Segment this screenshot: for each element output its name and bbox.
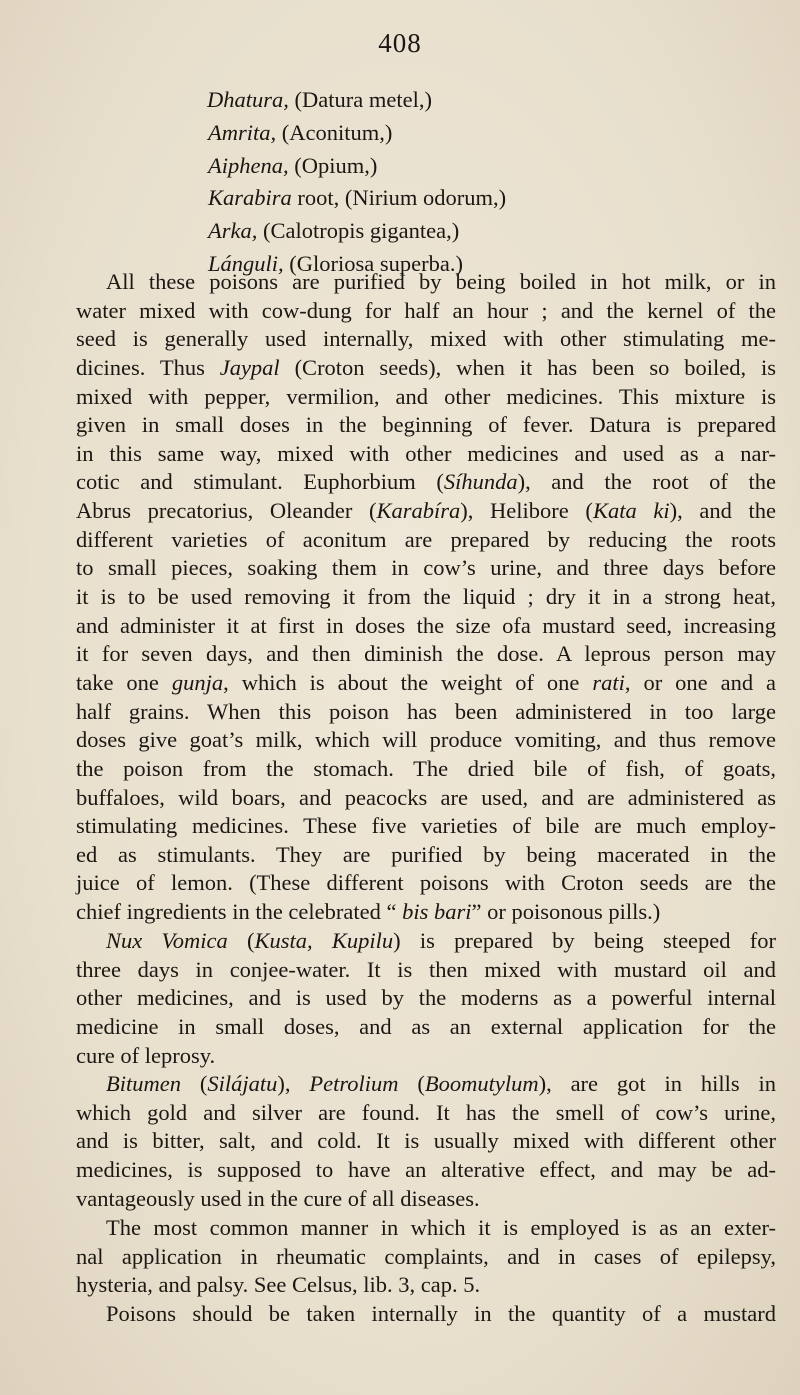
text-line: in this same way, mixed with other medicines and used as a nar- — [76, 440, 776, 466]
paragraph-dosage — [76, 1300, 776, 1329]
list-term: Karabira — [208, 185, 292, 211]
text-line: nal application in rheumatic complaints, and in cases of epilepsy, — [76, 1243, 776, 1269]
text-line: chief ingredients in the celebrated “ bis bari” or poisonous pills.) — [76, 899, 661, 925]
text-line: which gold and silver are found. It has the smell of cow’s urine, — [76, 1099, 776, 1125]
text-line: given in small doses in the beginning of fever. Datura is prepared — [76, 412, 776, 438]
list-item — [207, 84, 767, 117]
text-line: Poisons should be taken internally in the quantity of a mustard — [106, 1301, 776, 1326]
list-term: Amrita, — [208, 119, 277, 145]
text-line: medicines, is supposed to have an alterative effect, and may be ad- — [76, 1156, 776, 1182]
text-line: medicine in small doses, and as an external application for the — [76, 1013, 776, 1039]
list-gloss: (Datura metel,) — [288, 87, 432, 112]
list-term: Dhatura, — [207, 87, 289, 112]
text-line: Bitumen (Silájatu), Petrolium (Boomutylum), are got in hills in — [106, 1071, 776, 1096]
text-line: it for seven days, and then diminish the dose. A leprous person may — [76, 641, 776, 667]
text-line: buffaloes, wild boars, and peacocks are used, and are administered as — [76, 784, 776, 810]
text-line: and administer it at first in doses the size ofa mustard seed, increasing — [76, 612, 776, 638]
text-line: stimulating medicines. These five varieties of bile are much employ- — [76, 813, 776, 839]
text-line: dicines. Thus Jaypal (Croton seeds), when it has been so boiled, is — [76, 354, 776, 380]
text-line: it is to be used removing it from the liquid ; dry it in a strong heat, — [76, 584, 776, 610]
text-line: Nux Vomica (Kusta, Kupilu) is prepared by being steeped for — [106, 928, 777, 953]
text-line: three days in conjee-water. It is then mixed with mustard oil and — [76, 956, 776, 982]
list-item — [207, 150, 767, 183]
text-line: cotic and stimulant. Euphorbium (Síhunda), and the root of the — [76, 469, 776, 495]
text-line: seed is generally used internally, mixed with other stimulating me- — [76, 326, 776, 352]
list-item — [207, 215, 767, 248]
list-gloss: (Gloriosa superba.) — [283, 250, 463, 276]
list-item — [207, 117, 767, 150]
paragraph-external-application — [76, 1214, 776, 1300]
paragraph-bitumen — [76, 1070, 776, 1213]
text-line: cure of leprosy. — [76, 1042, 216, 1068]
list-term: Aiphena, — [208, 152, 289, 178]
list-gloss: root, (Nirium odorum,) — [291, 185, 507, 211]
page-number: 408 — [378, 28, 422, 58]
text-line: take one gunja, which is about the weight of one rati, or one and a — [76, 669, 777, 695]
text-line: hysteria, and palsy. See Celsus, lib. 3, cap. 5. — [76, 1272, 481, 1298]
text-line: other medicines, and is used by the moderns as a powerful internal — [76, 985, 776, 1011]
list-term: Arka, — [208, 218, 258, 244]
text-line: vantageously used in the cure of all diseases. — [76, 1185, 480, 1211]
text-line: ed as stimulants. They are purified by being macerated in the — [76, 841, 776, 867]
poison-list — [207, 84, 767, 281]
list-item — [207, 182, 767, 215]
text-line: the poison from the stomach. The dried bile of fish, of goats, — [76, 755, 776, 781]
paragraph-nux-vomica — [76, 927, 776, 1070]
text-line: to small pieces, soaking them in cow’s urine, and three days before — [76, 555, 776, 581]
text-line: and is bitter, salt, and cold. It is usually mixed with different other — [76, 1128, 776, 1154]
list-gloss: (Opium,) — [288, 152, 378, 178]
text-line: The most common manner in which it is employed is as an exter- — [106, 1215, 776, 1240]
list-gloss: (Aconitum,) — [276, 119, 393, 145]
text-line: juice of lemon. (These different poisons with Croton seeds are the — [76, 870, 776, 896]
text-line: mixed with pepper, vermilion, and other medicines. This mixture is — [76, 383, 776, 409]
paragraph-purification — [76, 268, 776, 927]
text-line: water mixed with cow-dung for half an hour ; and the kernel of the — [76, 297, 776, 323]
text-line: Abrus precatorius, Oleander (Karabíra), Helibore (Kata ki), and the — [76, 498, 777, 524]
text-line: different varieties of aconitum are prepared by reducing the roots — [76, 526, 776, 552]
list-term: Lánguli, — [208, 250, 284, 276]
text-line: doses give goat’s milk, which will produce vomiting, and thus remove — [76, 727, 776, 753]
list-gloss: (Calotropis gigantea,) — [257, 218, 460, 244]
text-line: half grains. When this poison has been administered in too large — [76, 698, 776, 724]
text-line: All these poisons are purified by being boiled in hot milk, or in — [106, 269, 776, 294]
